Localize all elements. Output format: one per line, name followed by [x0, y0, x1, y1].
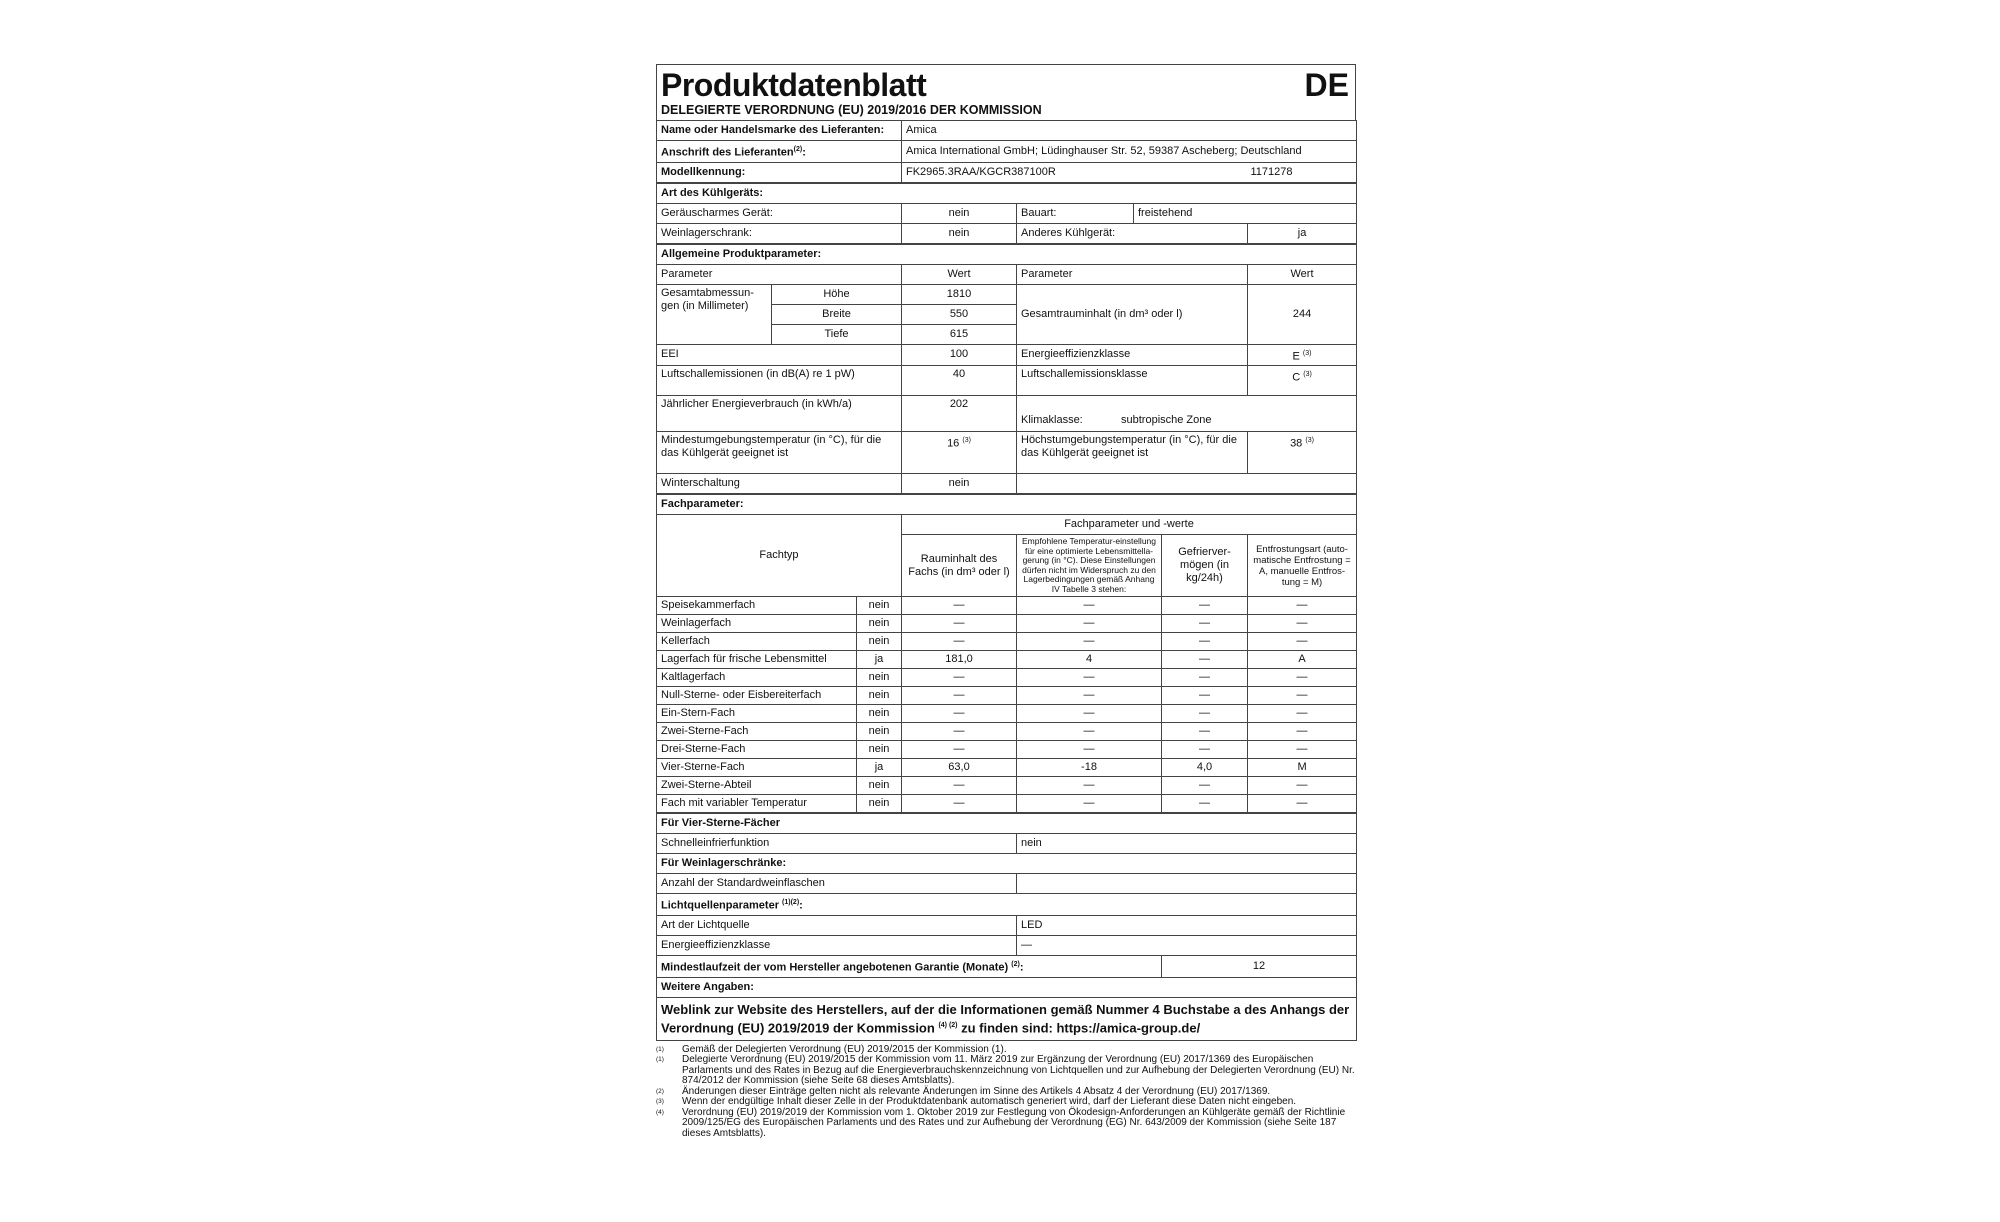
- footnote-number: (3): [656, 1098, 664, 1106]
- compartment-row: [657, 669, 1357, 687]
- compartment-defrost: —: [1248, 741, 1357, 759]
- footnotes: [656, 1045, 1356, 1140]
- light-class-value: —: [1017, 935, 1357, 955]
- four-star-heading: Für Vier-Sterne-Fächer: [657, 814, 1357, 834]
- footnote-number: (1): [656, 1045, 664, 1053]
- volume-header: Rauminhalt des Fachs (in dm³ oder l): [902, 535, 1017, 597]
- compartment-freeze: —: [1162, 687, 1248, 705]
- footnote-number: (2): [656, 1087, 664, 1095]
- compartment-row: [657, 759, 1357, 777]
- compartment-volume: —: [902, 597, 1017, 615]
- compartment-defrost: —: [1248, 795, 1357, 813]
- winter-label: Winterschaltung: [657, 474, 902, 494]
- compartment-defrost: —: [1248, 687, 1357, 705]
- width-value: 550: [902, 304, 1017, 324]
- compartment-freeze: —: [1162, 597, 1248, 615]
- compartment-present: nein: [857, 633, 902, 651]
- compartment-defrost: —: [1248, 777, 1357, 795]
- climate-value: subtropische Zone: [1121, 414, 1212, 427]
- compartment-volume: 181,0: [902, 651, 1017, 669]
- compartment-temp: —: [1017, 777, 1162, 795]
- noise-value: 40: [902, 366, 1017, 396]
- compartment-volume: —: [902, 687, 1017, 705]
- compartment-name: Lagerfach für frische Lebensmittel: [657, 651, 857, 669]
- compartment-volume: —: [902, 741, 1017, 759]
- other-appliance-label: Anderes Kühlgerät:: [1017, 223, 1248, 243]
- model-row: [657, 162, 1357, 182]
- noise-row: [657, 366, 1357, 396]
- compartment-present: nein: [857, 669, 902, 687]
- compartment-name: Zwei-Sterne-Fach: [657, 723, 857, 741]
- compartment-freeze: —: [1162, 669, 1248, 687]
- value-col-header: Wert: [902, 264, 1017, 284]
- compartment-name: Kellerfach: [657, 633, 857, 651]
- footnote-text: Verordnung (EU) 2019/2019 der Kommission vom 1. Oktober 2019 zur Festlegung von Ökodesign-Anforderungen an Kühlgeräte gemäß der Richtlinie 2009/125/EG des Europäischen Parlaments und des Rates und zur Aufhebung der Verordnung (EG) Nr. 643/2009 der Kommission (siehe Seite 187 dieses Amtsblatts).: [682, 1106, 1346, 1139]
- compartment-row: [657, 651, 1357, 669]
- compartment-row: [657, 687, 1357, 705]
- light-type-label: Art der Lichtquelle: [657, 915, 1017, 935]
- compartment-temp: -18: [1017, 759, 1162, 777]
- max-temp-label: Höchstumgebungstemperatur (in °C), für die das Kühlgerät geeignet ist: [1017, 432, 1248, 474]
- compartment-temp: —: [1017, 597, 1162, 615]
- compartment-present: nein: [857, 615, 902, 633]
- compartment-freeze: —: [1162, 741, 1248, 759]
- compartment-volume: —: [902, 669, 1017, 687]
- compartment-freeze: —: [1162, 705, 1248, 723]
- wine-cabinet-row: [657, 223, 1357, 243]
- compartment-present: nein: [857, 741, 902, 759]
- compartment-present: nein: [857, 705, 902, 723]
- compartment-row: [657, 705, 1357, 723]
- compartment-row: [657, 741, 1357, 759]
- compartment-volume: —: [902, 705, 1017, 723]
- winter-row: [657, 474, 1357, 494]
- compartment-present: ja: [857, 651, 902, 669]
- compartment-temp: —: [1017, 615, 1162, 633]
- compartment-name: Ein-Stern-Fach: [657, 705, 857, 723]
- compartment-name: Vier-Sterne-Fach: [657, 759, 857, 777]
- sheet-header: [656, 64, 1356, 120]
- height-value: 1810: [902, 284, 1017, 304]
- sheet-title: Produktdatenblatt: [661, 67, 927, 103]
- temp-header: Empfohlene Temperatur-einstellung für eine optimierte Lebensmittella-gerung (in °C). Diese Einstellungen dürfen nicht im Widerspruch zu den Lagerbedingungen gemäß Anhang IV Tabelle 3 stehen:: [1017, 535, 1162, 597]
- noise-label: Luftschallemissionen (in dB(A) re 1 pW): [657, 366, 902, 396]
- compartment-heading: Fachparameter:: [657, 495, 1357, 515]
- light-heading: Lichtquellenparameter $^{(1)(2)}$:: [657, 894, 1357, 916]
- wine-cabinet-value: nein: [902, 223, 1017, 243]
- manufacturer-weblink: Weblink zur Website des Herstellers, auf der die Informationen gemäß Nummer 4 Buchstabe a des Anhangs der Verordnung (EU) 2019/2019 der Kommission $^{(4) (2)}$ zu finden sind: https://amica-group.de/: [657, 997, 1357, 1040]
- compartment-defrost: —: [1248, 615, 1357, 633]
- compartment-freeze: —: [1162, 723, 1248, 741]
- compartment-row: [657, 597, 1357, 615]
- compartment-temp: —: [1017, 723, 1162, 741]
- energy-class-label: Energieeffizienzklasse: [1017, 344, 1248, 366]
- max-temp-value: 38 $^{(3)}$: [1248, 432, 1357, 474]
- compartment-row: [657, 633, 1357, 651]
- compartment-defrost: —: [1248, 705, 1357, 723]
- footnote-number: (1): [656, 1056, 664, 1064]
- bottles-value: [1017, 874, 1357, 894]
- bottles-label: Anzahl der Standardweinflaschen: [657, 874, 1017, 894]
- min-temp-label: Mindestumgebungstemperatur (in °C), für die das Kühlgerät geeignet ist: [657, 432, 902, 474]
- compartment-defrost: —: [1248, 597, 1357, 615]
- total-volume-value: 244: [1248, 284, 1357, 344]
- general-heading: Allgemeine Produktparameter:: [657, 244, 1357, 264]
- compartment-type-header: Fachtyp: [657, 515, 902, 597]
- compartment-name: Drei-Sterne-Fach: [657, 741, 857, 759]
- footnote-text: Wenn der endgültige Inhalt dieser Zelle in der Produktdatenbank automatisch generiert wird, darf der Lieferant diese Daten nicht eingeben.: [682, 1096, 1297, 1108]
- eei-row: [657, 344, 1357, 366]
- compartment-temp: —: [1017, 687, 1162, 705]
- compartment-freeze: —: [1162, 615, 1248, 633]
- depth-value: 615: [902, 324, 1017, 344]
- footnote-text: Gemäß der Delegierten Verordnung (EU) 2019/2015 der Kommission (1).: [682, 1043, 1007, 1055]
- compartment-temp: —: [1017, 705, 1162, 723]
- compartment-row: [657, 615, 1357, 633]
- compartment-row: [657, 795, 1357, 813]
- compartment-defrost: A: [1248, 651, 1357, 669]
- noise-class-label: Luftschallemissionsklasse: [1017, 366, 1248, 396]
- compartment-freeze: —: [1162, 651, 1248, 669]
- wine-cabinet-label: Weinlagerschrank:: [657, 223, 902, 243]
- compartment-volume: —: [902, 615, 1017, 633]
- language-code: DE: [1304, 67, 1349, 103]
- model-number: 1171278: [1247, 162, 1357, 182]
- compartment-name: Fach mit variabler Temperatur: [657, 795, 857, 813]
- min-temp-row: [657, 432, 1357, 474]
- consumption-row: [657, 396, 1357, 432]
- eei-label: EEI: [657, 344, 902, 366]
- compartment-present: ja: [857, 759, 902, 777]
- winter-value: nein: [902, 474, 1017, 494]
- compartment-name: Null-Sterne- oder Eisbereiterfach: [657, 687, 857, 705]
- design-label: Bauart:: [1017, 203, 1134, 223]
- additional-table: [656, 813, 1357, 1041]
- wine-heading: Für Weinlagerschränke:: [657, 854, 1357, 874]
- compartment-defrost: —: [1248, 669, 1357, 687]
- height-label: Höhe: [772, 284, 902, 304]
- further-heading: Weitere Angaben:: [657, 977, 1357, 997]
- general-parameters-table: [656, 244, 1357, 495]
- compartment-volume: 63,0: [902, 759, 1017, 777]
- min-temp-value: 16 $^{(3)}$: [902, 432, 1017, 474]
- product-data-sheet: [656, 64, 1356, 1139]
- compartment-present: nein: [857, 597, 902, 615]
- compartment-freeze: —: [1162, 795, 1248, 813]
- general-header-row: [657, 264, 1357, 284]
- climate-label: Klimaklasse: subtropische Zone: [1017, 396, 1248, 432]
- supplier-name-label: Name oder Handelsmarke des Lieferanten:: [657, 121, 902, 141]
- quick-freeze-value: nein: [1017, 834, 1357, 854]
- compartment-present: nein: [857, 687, 902, 705]
- compartment-volume: —: [902, 633, 1017, 651]
- quick-freeze-label: Schnelleinfrierfunktion: [657, 834, 1017, 854]
- consumption-value: 202: [902, 396, 1017, 432]
- total-volume-label: Gesamtrauminhalt (in dm³ oder l): [1017, 284, 1248, 344]
- low-noise-value: nein: [902, 203, 1017, 223]
- compartment-volume: —: [902, 777, 1017, 795]
- compartment-volume: —: [902, 795, 1017, 813]
- supplier-name-row: [657, 121, 1357, 141]
- compartment-freeze: —: [1162, 777, 1248, 795]
- footnote-number: (4): [656, 1108, 664, 1116]
- dimensions-label: Gesamtabmessun-gen (in Millimeter): [657, 284, 772, 344]
- compartment-row: [657, 723, 1357, 741]
- low-noise-label: Geräuscharmes Gerät:: [657, 203, 902, 223]
- compartment-name: Weinlagerfach: [657, 615, 857, 633]
- supplier-address-label: Anschrift des Lieferanten$^{(2)}$:: [657, 141, 902, 163]
- footnote-text: Änderungen dieser Einträge gelten nicht als relevante Änderungen im Sinne des Artikels 4 Absatz 4 der Verordnung (EU) 2017/1369.: [682, 1085, 1271, 1097]
- compartment-temp: —: [1017, 669, 1162, 687]
- eei-value: 100: [902, 344, 1017, 366]
- compartment-defrost: —: [1248, 723, 1357, 741]
- low-noise-row: [657, 203, 1357, 223]
- compartment-freeze: —: [1162, 633, 1248, 651]
- consumption-label: Jährlicher Energieverbrauch (in kWh/a): [657, 396, 902, 432]
- appliance-type-table: [656, 183, 1357, 244]
- footnote: [656, 1055, 1356, 1087]
- compartment-group-header: Fachparameter und -werte: [902, 515, 1357, 535]
- compartment-table: [656, 494, 1357, 813]
- width-label: Breite: [772, 304, 902, 324]
- noise-class-value: C $^{(3)}$: [1248, 366, 1357, 396]
- compartment-temp: 4: [1017, 651, 1162, 669]
- compartment-name: Speisekammerfach: [657, 597, 857, 615]
- compartment-defrost: M: [1248, 759, 1357, 777]
- compartment-temp: —: [1017, 741, 1162, 759]
- value-col-header-2: Wert: [1248, 264, 1357, 284]
- compartment-freeze: 4,0: [1162, 759, 1248, 777]
- model-label: Modellkennung:: [657, 162, 902, 182]
- supplier-table: [656, 120, 1357, 183]
- light-class-label: Energieeffizienzklasse: [657, 935, 1017, 955]
- compartment-present: nein: [857, 723, 902, 741]
- light-type-value: LED: [1017, 915, 1357, 935]
- footnote-text: Delegierte Verordnung (EU) 2019/2015 der Kommission vom 11. März 2019 zur Ergänzung der Verordnung (EU) 2017/1369 des Europäischen Parlaments und des Rates in Bezug auf die Energieverbrauchskennzeichnung von Lichtquellen und zur Aufhebung der Delegierten Verordnung (EU) Nr. 874/2012 der Kommission (siehe Seite 68 dieses Amtsblatts).: [682, 1054, 1355, 1087]
- param-col-header-2: Parameter: [1017, 264, 1248, 284]
- energy-class-value: E $^{(3)}$: [1248, 344, 1357, 366]
- model-value: FK2965.3RAA/KGCR387100R: [902, 162, 1247, 182]
- supplier-address-value: Amica International GmbH; Lüdinghauser Str. 52, 59387 Ascheberg; Deutschland: [902, 141, 1357, 163]
- depth-label: Tiefe: [772, 324, 902, 344]
- compartment-row: [657, 777, 1357, 795]
- compartment-present: nein: [857, 795, 902, 813]
- appliance-type-heading: Art des Kühlgeräts:: [657, 183, 1357, 203]
- defrost-header: Entfrostungsart (auto-matische Entfrostung = A, manuelle Entfros-tung = M): [1248, 535, 1357, 597]
- compartment-temp: —: [1017, 795, 1162, 813]
- compartment-volume: —: [902, 723, 1017, 741]
- other-appliance-value: ja: [1248, 223, 1357, 243]
- warranty-label: Mindestlaufzeit der vom Hersteller angebotenen Garantie (Monate) $^{(2)}$:: [657, 955, 1162, 977]
- compartment-present: nein: [857, 777, 902, 795]
- supplier-address-row: [657, 141, 1357, 163]
- compartment-name: Kaltlagerfach: [657, 669, 857, 687]
- warranty-value: 12: [1162, 955, 1357, 977]
- regulation-subtitle: DELEGIERTE VERORDNUNG (EU) 2019/2016 DER KOMMISSION: [661, 103, 1042, 117]
- compartment-temp: —: [1017, 633, 1162, 651]
- compartment-name: Zwei-Sterne-Abteil: [657, 777, 857, 795]
- supplier-name-value: Amica: [902, 121, 1357, 141]
- param-col-header: Parameter: [657, 264, 902, 284]
- height-row: [657, 284, 1357, 304]
- design-value: freistehend: [1134, 203, 1357, 223]
- freeze-header: Gefrierver-mögen (in kg/24h): [1162, 535, 1248, 597]
- footnote: [656, 1108, 1356, 1140]
- compartment-defrost: —: [1248, 633, 1357, 651]
